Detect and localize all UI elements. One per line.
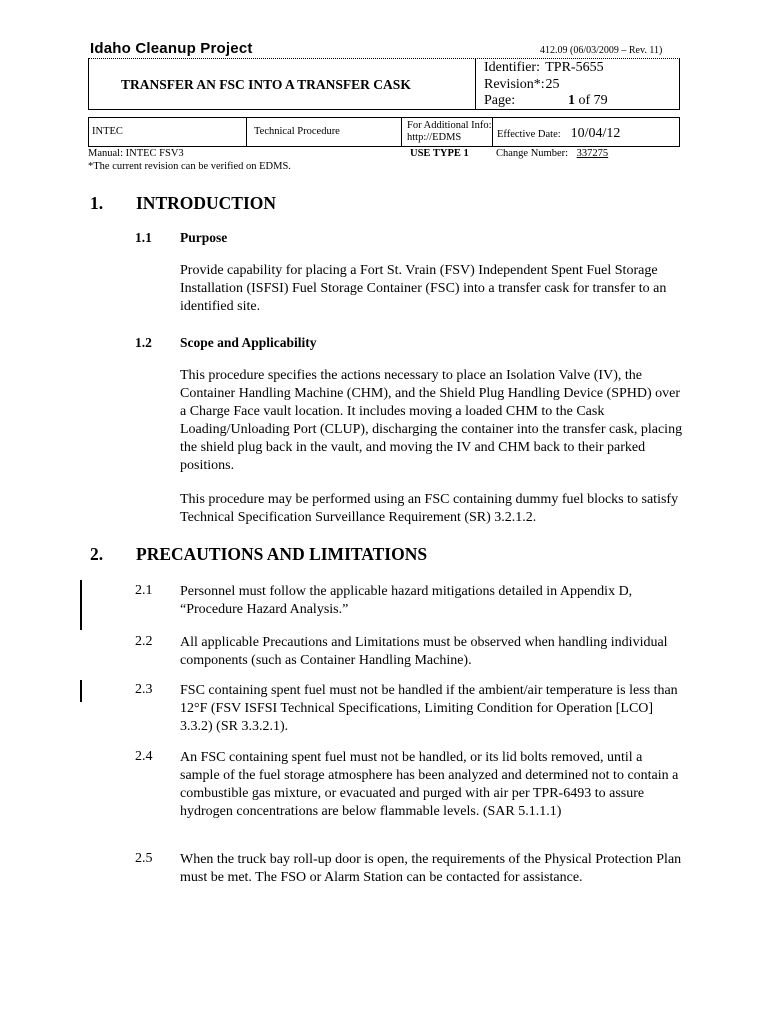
effective-date-value: 10/04/12 xyxy=(570,126,621,141)
header-title-box xyxy=(88,58,680,110)
use-type: USE TYPE 1 xyxy=(410,148,469,159)
item-2-1-text: Personnel must follow the applicable hazard mitigations detailed in Appendix D, “Procedure Hazard Analysis.” xyxy=(180,584,633,617)
additional-info-label: For Additional Info: xyxy=(407,120,492,131)
item-2-3-number: 2.3 xyxy=(135,682,153,697)
change-number xyxy=(496,148,608,159)
revision-label: Revision*: xyxy=(484,76,545,92)
subsection-1-2-title: Scope and Applicability xyxy=(180,335,317,350)
company-logo: Idaho Cleanup Project xyxy=(90,40,253,57)
identifier-value: TPR-5655 xyxy=(545,60,604,75)
change-bar xyxy=(80,680,82,702)
subsection-1-2-text-b: This procedure may be performed using an FSC containing dummy fuel blocks to satisfy Technical Specification Surveillance Requirement (SR) 3.2.1.2. xyxy=(180,492,679,525)
section-1-title: INTRODUCTION xyxy=(136,193,277,213)
identifier-label: Identifier: xyxy=(484,60,540,75)
subsection-1-1-title: Purpose xyxy=(180,230,228,245)
item-2-3-text: FSC containing spent fuel must not be handled if the ambient/air temperature is less than 12°F (FSV ISFSI Technical Specifications, Limiting Condition for Operation [LCO] 3.3.2) (SR 3.3.2.1). xyxy=(180,683,678,734)
effective-date-label: Effective Date: xyxy=(497,129,561,140)
item-2-1-number: 2.1 xyxy=(135,583,153,598)
item-2-4-number: 2.4 xyxy=(135,749,153,764)
change-number-label: Change Number: xyxy=(496,148,569,159)
manual: Manual: INTEC FSV3 xyxy=(88,148,184,159)
item-2-4-text: An FSC containing spent fuel must not be handled, or its lid bolts removed, until a sample of the fuel storage atmosphere has been analyzed and determined not to contain a combustible gas mixture, or evacuated and purged with air per TPR-6493 to assure hydrogen concentrations are below flammable levels. (SAR 5.1.1.1) xyxy=(180,750,679,819)
info-divider-2 xyxy=(401,118,402,146)
section-2-title: PRECAUTIONS AND LIMITATIONS xyxy=(136,544,428,564)
revision-value: 25 xyxy=(545,76,560,92)
form-number: 412.09 (06/03/2009 – Rev. 11) xyxy=(540,45,663,56)
revision-note: *The current revision can be verified on EDMS. xyxy=(88,161,291,172)
header-info-box xyxy=(88,117,680,147)
effective-date xyxy=(497,124,620,142)
additional-info-link[interactable]: http://EDMS xyxy=(407,132,462,143)
header-divider xyxy=(475,59,476,109)
document-title: TRANSFER AN FSC INTO A TRANSFER CASK xyxy=(121,77,411,92)
subsection-1-1-number: 1.1 xyxy=(135,230,152,245)
change-number-value: 337275 xyxy=(576,148,609,159)
item-2-2-text: All applicable Precautions and Limitations must be observed when handling individual components (such as Container Handling Machine). xyxy=(180,635,668,668)
page-label: Page: xyxy=(484,93,516,108)
item-2-5-number: 2.5 xyxy=(135,851,153,866)
section-1-number: 1. xyxy=(90,193,104,213)
subsection-1-1-text: Provide capability for placing a Fort St. Vrain (FSV) Independent Spent Fuel Storage Installation (ISFSI) Fuel Storage Container (FSC) into a transfer cask for transfer to an identified site. xyxy=(180,263,667,314)
identifier-block xyxy=(484,60,608,110)
facility: INTEC xyxy=(92,126,123,137)
additional-info xyxy=(407,120,492,144)
info-divider-1 xyxy=(246,118,247,146)
page-current: 1 xyxy=(568,93,575,108)
subsection-1-2-text-a: This procedure specifies the actions necessary to place an Isolation Valve (IV), the Container Handling Machine (CHM), and the Shield Plug Handling Device (SPHD) over a Charge Face vault location. It includes moving a loaded CHM to the Cask Loading/Unloading Port (CLUP), discharging the container into the transfer cask, placing the shield plug back in the vault, and moving the IV and CHM back to their parked positions. xyxy=(180,368,683,473)
section-2-number: 2. xyxy=(90,544,104,564)
item-2-5-text: When the truck bay roll-up door is open, the requirements of the Physical Protection Plan must be met. The FSO or Alarm Station can be contacted for assistance. xyxy=(180,852,682,885)
doc-type: Technical Procedure xyxy=(254,126,340,137)
subsection-1-2-number: 1.2 xyxy=(135,335,152,350)
change-bar xyxy=(80,580,82,630)
info-divider-3 xyxy=(492,118,493,146)
page-of: of 79 xyxy=(578,93,608,108)
item-2-2-number: 2.2 xyxy=(135,634,153,649)
